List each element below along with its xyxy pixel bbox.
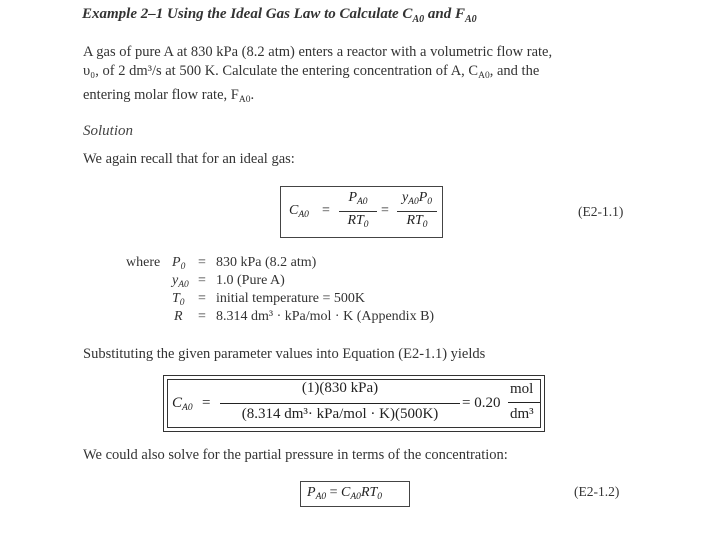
eq1-fraction-bar-2 xyxy=(397,211,437,212)
eq2-numerator: (1)(830 kPa) xyxy=(301,380,379,396)
eq1-numerator-1: $P_{A0}$ xyxy=(348,190,368,207)
eq2-unit-bar xyxy=(508,402,540,403)
partial-pressure-equation-box xyxy=(300,481,410,507)
ideal-gas-recall: We again recall that for an ideal gas: xyxy=(83,151,295,167)
problem-line-3: entering molar flow rate, $F_{A0}$. xyxy=(83,87,255,105)
eq1-denominator-2: $RT_0$ xyxy=(406,213,428,230)
eq1-fraction-bar-1 xyxy=(339,211,377,212)
eq1-equals-2: = xyxy=(381,203,389,218)
eq2-equals: = xyxy=(202,395,211,411)
numeric-equation-box xyxy=(163,375,545,432)
eq2-denominator: (8.314 dm³· kPa/mol · K)(500K) xyxy=(241,406,439,422)
eq1-numerator-2: $y_{A0}P_0$ xyxy=(401,190,433,207)
eq2-fraction-bar xyxy=(220,403,460,404)
solution-heading: Solution xyxy=(83,123,134,139)
equation-label-e2-1-2: (E2-1.2) xyxy=(574,484,620,499)
ideal-gas-equation-box xyxy=(280,186,443,238)
eq2-unit-numerator: mol xyxy=(510,381,534,397)
eq3-expression: $P_{A0} = C_{A0}RT_0$ xyxy=(307,485,383,502)
problem-statement xyxy=(83,43,643,110)
problem-line-2: υ₀, of 2 dm³/s at 500 K. Calculate the entering concentration of A, $C_{A0}$, and the xyxy=(83,63,540,81)
eq2-unit-denominator: dm³ xyxy=(510,406,534,422)
example-title: Example 2–1 Using the Ideal Gas Law to Calculate $C_{A0}$ and $F_{A0}$ xyxy=(82,6,477,25)
eq2-lhs: $C_{A0}$ xyxy=(172,395,193,413)
substituting-text: Substituting the given parameter values into Equation (E2-1.1) yields xyxy=(83,346,486,362)
eq1-equals-1: = xyxy=(322,203,330,218)
partial-pressure-text: We could also solve for the partial pressure in terms of the concentration: xyxy=(83,447,508,463)
where-row-p0: where $P_0$ = 830 kPa (8.2 atm) xyxy=(126,255,317,272)
eq2-result: = 0.20 xyxy=(462,395,501,411)
problem-line-1: A gas of pure A at 830 kPa (8.2 atm) enters a reactor with a volumetric flow rate, xyxy=(83,44,553,60)
equation-label-e2-1-1: (E2-1.1) xyxy=(578,204,624,219)
eq1-lhs: $C_{A0}$ xyxy=(289,203,309,220)
eq1-denominator-1: $RT_0$ xyxy=(347,213,369,230)
